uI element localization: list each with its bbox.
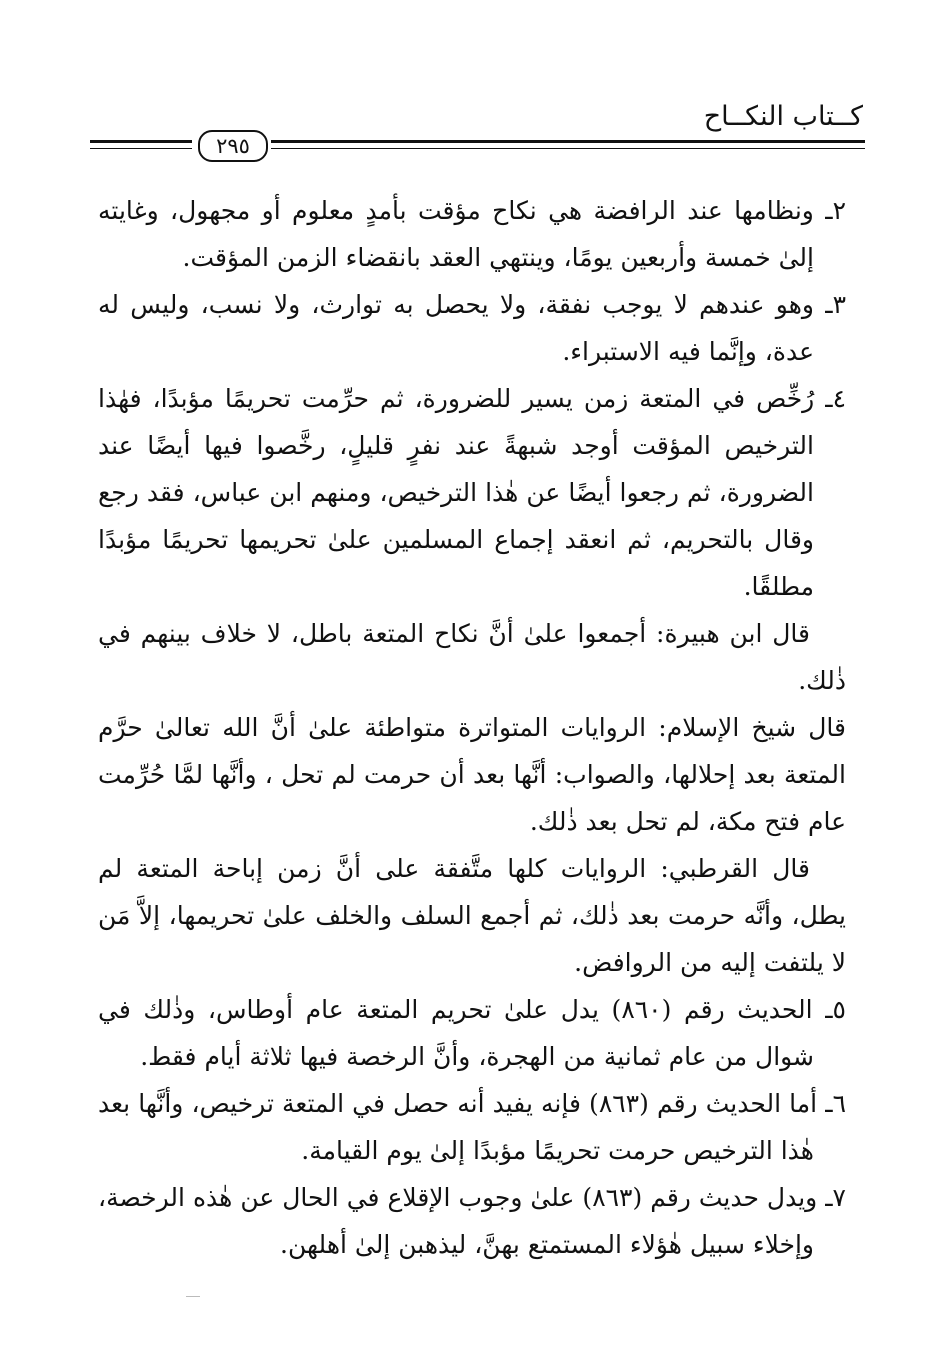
quote-qurtubi: قال القرطبي: الروايات كلها متَّفقة على أنَّ زمن إباحة المتعة لم يطل، وأنَّه حرمت بعد ذٰلك، ثم أجمع السلف والخلف علىٰ تحريمها، إلاَّ مَن لا يلتفت إليه من الروافض. bbox=[98, 854, 846, 977]
quote-ibn-hubayra: قال ابن هبيرة: أجمعوا علىٰ أنَّ نكاح المتعة باطل، لا خلاف بينهم في ذٰلك. bbox=[98, 619, 846, 695]
header-rule-left-thin bbox=[90, 148, 192, 149]
page-header bbox=[90, 96, 865, 166]
header-rule-right bbox=[271, 140, 865, 143]
header-rule-left bbox=[90, 140, 192, 143]
quote-shaykh-al-islam: قال شيخ الإسلام: الروايات المتواترة متواطئة علىٰ أنَّ الله تعالىٰ حرَّم المتعة بعد إحلالها، والصواب: أنَّها بعد أن حرمت لم تحل ، وأنَّها لمَّا حُرِّمت عام فتح مكة، لم تحل بعد ذٰلك. bbox=[98, 713, 846, 836]
header-rule-right-thin bbox=[271, 148, 865, 149]
footer-mark bbox=[186, 1296, 200, 1297]
numbered-point-3: ٣ـ وهو عندهم لا يوجب نفقة، ولا يحصل به توارث، ولا نسب، وليس له عدة، وإنَّما فيه الاستبراء. bbox=[98, 290, 846, 366]
numbered-point-2: ٢ـ ونظامها عند الرافضة هي نكاح مؤقت بأمدٍ معلوم أو مجهول، وغايته إلىٰ خمسة وأربعين يومًا، وينتهي العقد بانقضاء الزمن المؤقت. bbox=[98, 196, 846, 272]
page-body bbox=[98, 187, 846, 1268]
numbered-point-6: ٦ـ أما الحديث رقم (٨٦٣) فإنه يفيد أنه حصل في المتعة ترخيص، وأنَّها بعد هٰذا الترخيص حرمت تحريمًا مؤبدًا إلىٰ يوم القيامة. bbox=[98, 1089, 846, 1165]
page-number: ٢٩٥ bbox=[198, 130, 268, 162]
numbered-point-4: ٤ـ رُخِّص في المتعة زمن يسير للضرورة، ثم حرِّمت تحريمًا مؤبدًا، فهٰذا الترخيص المؤقت أوجد شبهةً عند نفرٍ قليلٍ، رخَّصوا فيها أيضًا عند الضرورة، ثم رجعوا أيضًا عن هٰذا الترخيص، ومنهم ابن عباس، فقد رجع وقال بالتحريم، ثم انعقد إجماع المسلمين علىٰ تحريمها تحريمًا مؤبدًا مطلقًا. bbox=[98, 384, 846, 601]
book-title: كــتاب النكــاح bbox=[703, 101, 863, 132]
numbered-point-7: ٧ـ ويدل حديث رقم (٨٦٣) علىٰ وجوب الإقلاع في الحال عن هٰذه الرخصة، وإخلاء سبيل هٰؤلاء المستمتع بهنَّ، ليذهبن إلىٰ أهلهن. bbox=[98, 1183, 846, 1259]
numbered-point-5: ٥ـ الحديث رقم (٨٦٠) يدل علىٰ تحريم المتعة عام أوطاس، وذٰلك في شوال من عام ثمانية من الهجرة، وأنَّ الرخصة فيها ثلاثة أيام فقط. bbox=[98, 995, 846, 1071]
